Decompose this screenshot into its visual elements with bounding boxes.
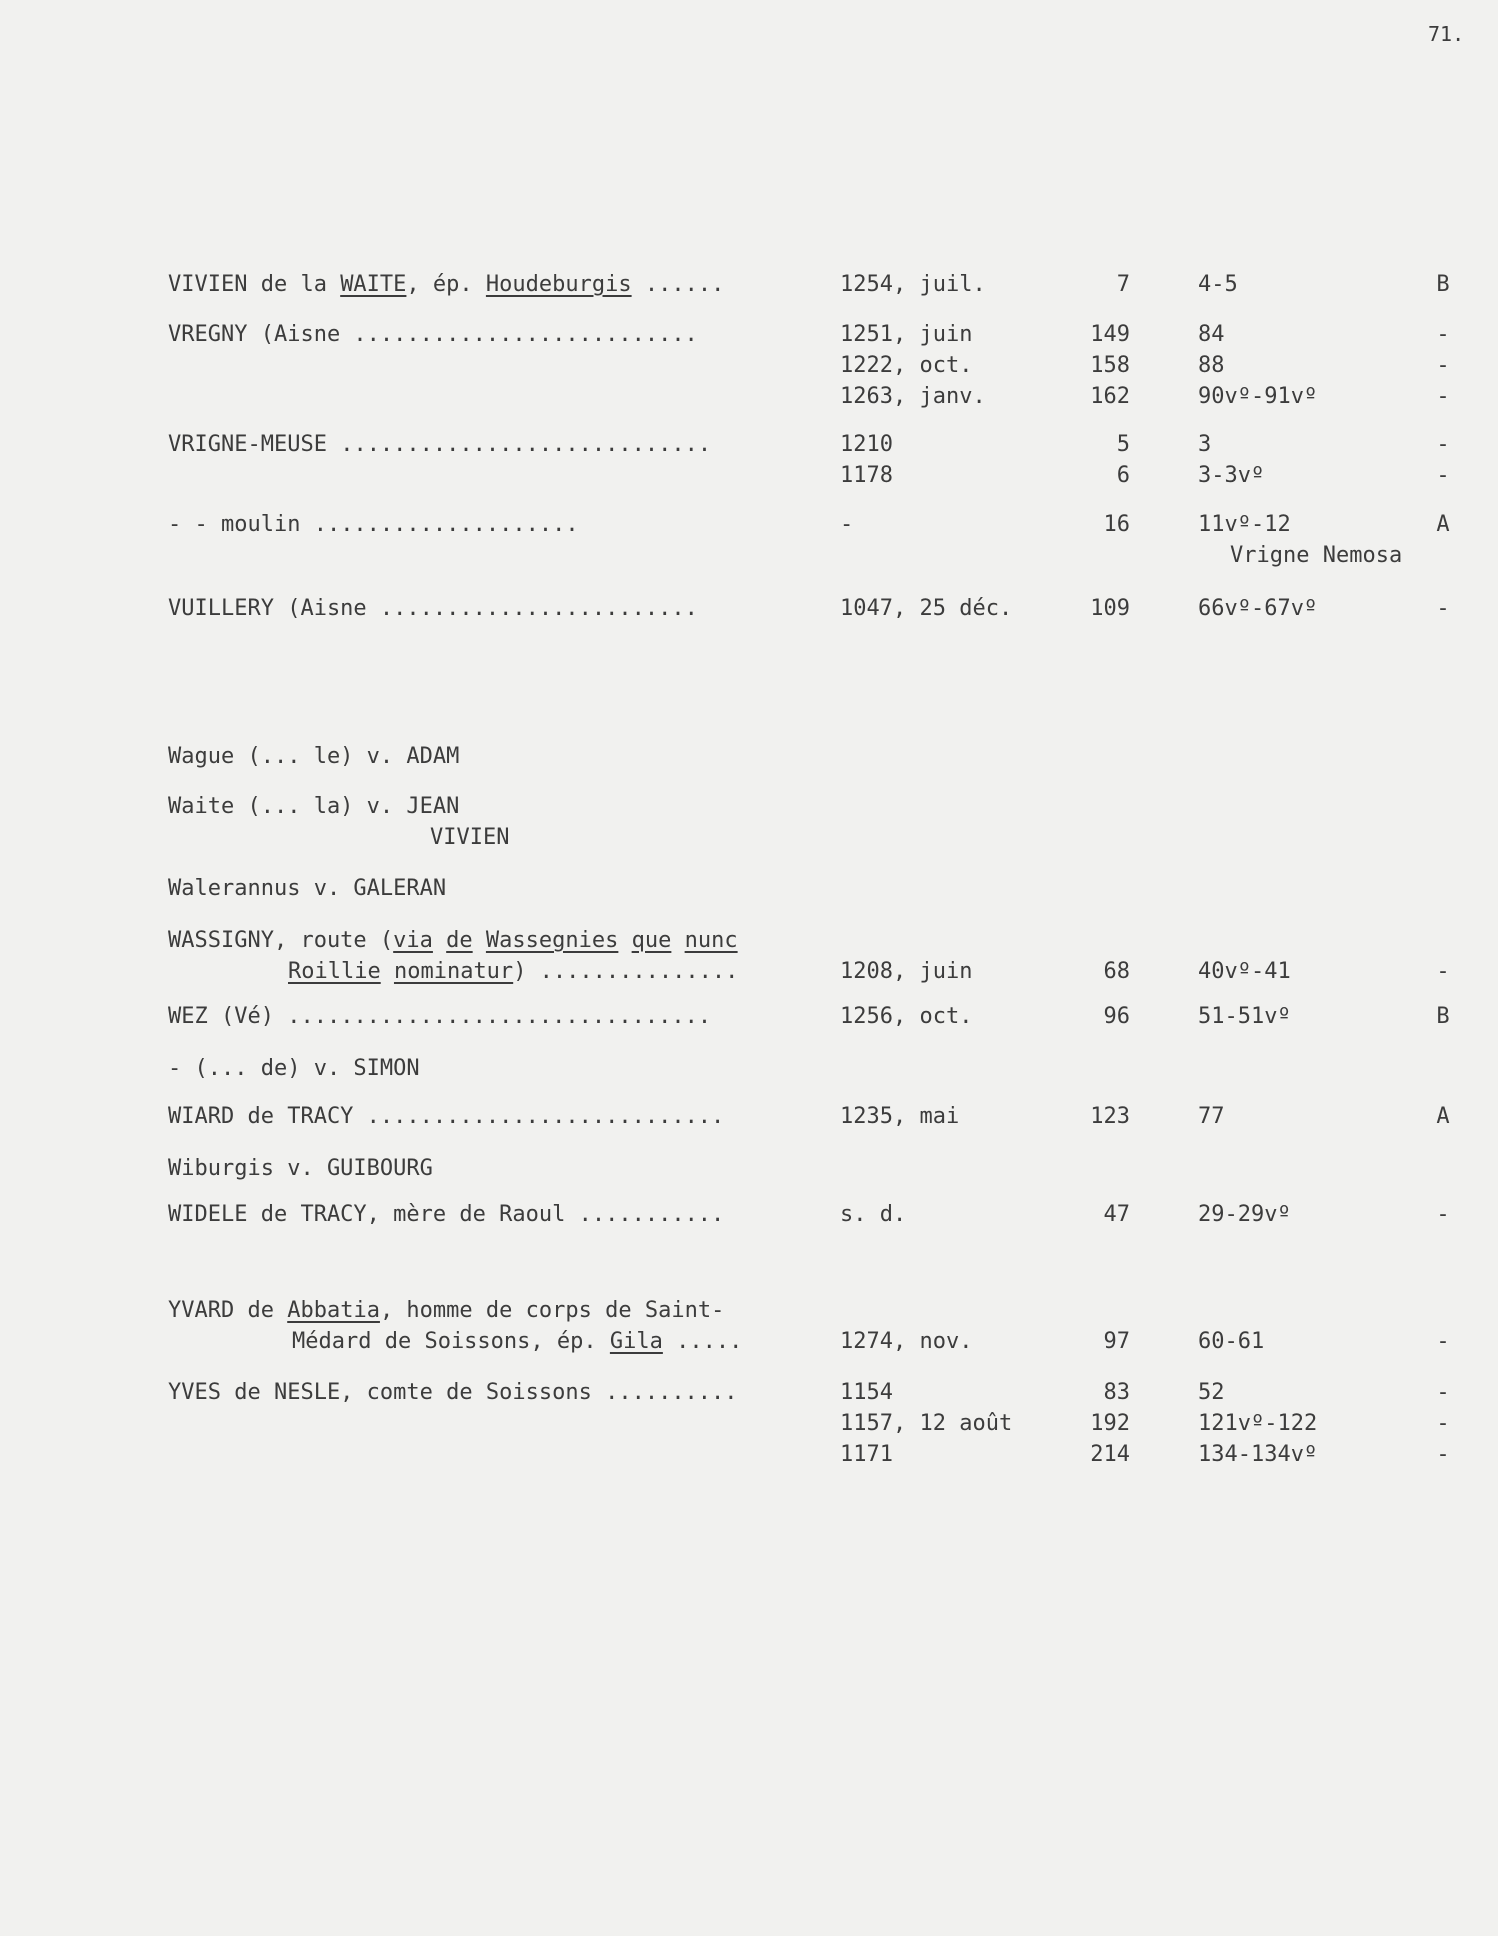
classification-mark: B: [1436, 272, 1450, 297]
name-text: ): [513, 959, 527, 984]
document-date: 1047, 25 déc.: [840, 596, 1013, 621]
dot-leader: .....: [662, 1329, 743, 1354]
document-date: 1171: [840, 1442, 893, 1467]
name-text: [433, 928, 446, 953]
name-text: Walerannus v. GALERAN: [168, 876, 447, 901]
entry-name: [168, 876, 446, 901]
classification-mark: A: [1436, 1104, 1450, 1129]
underlined-term: via: [393, 928, 433, 953]
document-date: 1235, mai: [840, 1104, 960, 1129]
reference-row: [0, 1380, 1498, 1412]
reference-row: [0, 1442, 1498, 1474]
reference-row: [0, 1329, 1498, 1361]
dot-leader: ........................: [366, 596, 698, 621]
document-date: 1263, janv.: [840, 384, 986, 409]
name-text: - (... de) v. SIMON: [168, 1056, 420, 1081]
folio-reference: 77: [1198, 1104, 1225, 1129]
underlined-term: nunc: [684, 928, 738, 953]
classification-mark: -: [1436, 432, 1450, 457]
note-line: [0, 543, 1498, 575]
reference-row: [0, 1004, 1498, 1036]
classification-mark: B: [1436, 1004, 1450, 1029]
folio-reference: 11vº-12: [1198, 512, 1291, 537]
folio-note: Vrigne Nemosa: [1230, 543, 1403, 568]
underlined-term: Roillie: [288, 959, 381, 984]
name-text: VUILLERY (Aisne: [168, 596, 367, 621]
charter-number: 214: [1090, 1442, 1130, 1467]
cross-reference-continuation: VIVIEN: [430, 825, 510, 850]
classification-mark: -: [1436, 1329, 1450, 1354]
name-text: WIDELE de TRACY, mère de Raoul: [168, 1202, 566, 1227]
dot-leader: ..........................: [340, 322, 698, 347]
document-date: 1251, juin: [840, 322, 973, 347]
name-text: Wague (... le) v. ADAM: [168, 744, 460, 769]
entry-name: [168, 794, 459, 819]
dot-leader: ...........: [565, 1202, 725, 1227]
name-text: - - moulin: [168, 512, 301, 537]
reference-row: [0, 463, 1498, 495]
index-entry: [0, 1156, 1498, 1188]
charter-number: 47: [1103, 1202, 1130, 1227]
dot-leader: ...........................: [353, 1104, 725, 1129]
dot-leader: ............................: [326, 432, 712, 457]
dot-leader: ....................: [300, 512, 579, 537]
charter-number: 109: [1090, 596, 1130, 621]
reference-row: [0, 1104, 1498, 1136]
folio-reference: 121vº-122: [1198, 1411, 1318, 1436]
index-entry: [0, 1298, 1498, 1330]
name-text: YVES de NESLE, comte de Soissons: [168, 1380, 592, 1405]
underlined-term: Gila: [609, 1329, 663, 1354]
entry-name: [168, 1298, 724, 1323]
name-text: Médard de Soissons, ép.: [292, 1329, 610, 1354]
document-date: 1210: [840, 432, 893, 457]
underlined-term: Houdeburgis: [485, 272, 632, 297]
index-entry: [0, 876, 1498, 908]
document-date: 1222, oct.: [840, 353, 973, 378]
index-entry: [0, 794, 1498, 826]
document-date: 1256, oct.: [840, 1004, 973, 1029]
classification-mark: A: [1436, 512, 1450, 537]
folio-reference: 51-51vº: [1198, 1004, 1291, 1029]
charter-number: 158: [1090, 353, 1130, 378]
dot-leader: ...............: [526, 959, 739, 984]
entry-name: [168, 928, 738, 953]
reference-row: [0, 596, 1498, 628]
name-text: [671, 928, 684, 953]
entry-name: [168, 1156, 433, 1181]
folio-reference: 134-134vº: [1198, 1442, 1318, 1467]
charter-number: 16: [1103, 512, 1130, 537]
charter-number: 7: [1116, 272, 1130, 297]
reference-row: [0, 384, 1498, 416]
folio-reference: 90vº-91vº: [1198, 384, 1318, 409]
charter-number: 6: [1116, 463, 1130, 488]
document-date: 1208, juin: [840, 959, 973, 984]
dot-leader: ..........: [591, 1380, 738, 1405]
classification-mark: -: [1436, 959, 1450, 984]
index-entry: [0, 744, 1498, 776]
dot-leader: ......: [631, 272, 725, 297]
name-text: VRIGNE-MEUSE: [168, 432, 327, 457]
charter-number: 149: [1090, 322, 1130, 347]
reference-row: [0, 432, 1498, 464]
document-date: 1274, nov.: [840, 1329, 973, 1354]
continuation-line: [0, 825, 1498, 857]
folio-reference: 3-3vº: [1198, 463, 1265, 488]
entry-name: [168, 1056, 420, 1081]
document-date: 1254, juil.: [840, 272, 986, 297]
charter-number: 5: [1116, 432, 1130, 457]
charter-number: 68: [1103, 959, 1130, 984]
folio-reference: 29-29vº: [1198, 1202, 1291, 1227]
index-entry: [0, 1056, 1498, 1088]
folio-reference: 84: [1198, 322, 1225, 347]
classification-mark: -: [1436, 384, 1450, 409]
document-date: 1154: [840, 1380, 893, 1405]
document-date: s. d.: [840, 1202, 907, 1227]
reference-row: [0, 272, 1498, 304]
name-text: Wiburgis v. GUIBOURG: [168, 1156, 433, 1181]
folio-reference: 40vº-41: [1198, 959, 1291, 984]
underlined-term: Wassegnies: [485, 928, 619, 953]
name-text: [618, 928, 631, 953]
dot-leader: ................................: [273, 1004, 712, 1029]
reference-row: [0, 1411, 1498, 1443]
name-text: VREGNY (Aisne: [168, 322, 341, 347]
entry-name: [168, 744, 459, 769]
classification-mark: -: [1436, 463, 1450, 488]
document-date: 1157, 12 août: [840, 1411, 1013, 1436]
classification-mark: -: [1436, 322, 1450, 347]
folio-reference: 88: [1198, 353, 1225, 378]
name-text: , homme de corps de Saint-: [379, 1298, 725, 1323]
classification-mark: -: [1436, 1202, 1450, 1227]
index-entry: [0, 928, 1498, 960]
name-text: WEZ (Vé): [168, 1004, 274, 1029]
name-text: , ép.: [406, 272, 486, 297]
underlined-term: que: [631, 928, 672, 953]
name-text: Waite (... la) v. JEAN: [168, 794, 460, 819]
reference-row: [0, 1202, 1498, 1234]
document-date: 1178: [840, 463, 893, 488]
charter-number: 96: [1103, 1004, 1130, 1029]
reference-row: [0, 959, 1498, 991]
charter-number: 162: [1090, 384, 1130, 409]
folio-reference: 60-61: [1198, 1329, 1265, 1354]
folio-reference: 4-5: [1198, 272, 1238, 297]
folio-reference: 66vº-67vº: [1198, 596, 1318, 621]
reference-row: [0, 322, 1498, 354]
classification-mark: -: [1436, 1442, 1450, 1467]
folio-reference: 3: [1198, 432, 1212, 457]
reference-row: [0, 512, 1498, 544]
underlined-term: WAITE: [340, 272, 407, 297]
charter-number: 123: [1090, 1104, 1130, 1129]
underlined-term: de: [446, 928, 473, 953]
charter-number: 83: [1103, 1380, 1130, 1405]
charter-number: 192: [1090, 1411, 1130, 1436]
page-number: 71.: [1428, 22, 1465, 46]
classification-mark: -: [1436, 1380, 1450, 1405]
underlined-term: Abbatia: [287, 1298, 380, 1323]
name-text: WASSIGNY, route (: [168, 928, 394, 953]
reference-row: [0, 353, 1498, 385]
name-text: WIARD de TRACY: [168, 1104, 354, 1129]
classification-mark: -: [1436, 353, 1450, 378]
document-date: -: [840, 512, 854, 537]
classification-mark: -: [1436, 1411, 1450, 1436]
charter-number: 97: [1103, 1329, 1130, 1354]
name-text: YVARD de: [168, 1298, 288, 1323]
folio-reference: 52: [1198, 1380, 1225, 1405]
name-text: [473, 928, 486, 953]
name-text: VIVIEN de la: [168, 272, 341, 297]
underlined-term: nominatur: [393, 959, 514, 984]
classification-mark: -: [1436, 596, 1450, 621]
